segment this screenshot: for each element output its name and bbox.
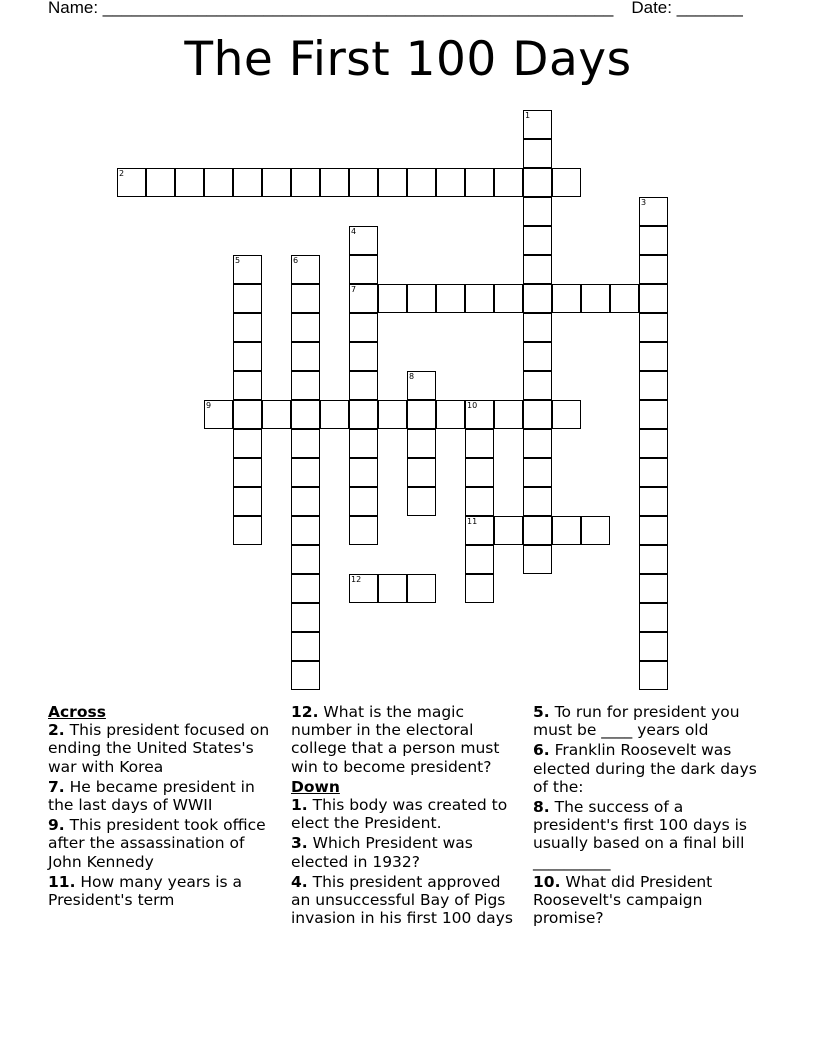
crossword-cell <box>291 458 320 487</box>
crossword-cell <box>378 400 407 429</box>
clue-down-6: 6. Franklin Roosevelt was elected during the dark days of the: <box>533 741 757 796</box>
crossword-cell <box>639 429 668 458</box>
crossword-cell <box>117 168 146 197</box>
crossword-cell <box>291 545 320 574</box>
name-label: Name: ______________________________________________________ <box>48 0 614 17</box>
crossword-cell <box>291 371 320 400</box>
crossword-cell <box>639 342 668 371</box>
crossword-cell <box>407 371 436 400</box>
crossword-cell <box>407 458 436 487</box>
crossword-cell <box>581 284 610 313</box>
crossword-cell <box>291 168 320 197</box>
crossword-cell <box>523 429 552 458</box>
crossword-cell <box>291 487 320 516</box>
crossword-cell <box>349 458 378 487</box>
cell-number: 5 <box>235 256 241 265</box>
clues-column-3 <box>533 703 769 929</box>
clue-down-8: 8. The success of a president's first 100 days is usually based on a final bill __________ <box>533 798 747 871</box>
clue-down-10: 10. What did President Roosevelt's campaign promise? <box>533 872 713 928</box>
crossword-cell <box>436 284 465 313</box>
crossword-cell <box>204 400 233 429</box>
crossword-cell <box>639 458 668 487</box>
cell-number: 2 <box>119 169 125 178</box>
crossword-cell <box>291 516 320 545</box>
clue-down-5: 5. To run for president you must be ____ years old <box>533 703 740 740</box>
crossword-cell <box>552 168 581 197</box>
crossword-cell <box>349 487 378 516</box>
clue-across-11: 11. How many years is a President's term <box>48 872 243 910</box>
crossword-cell <box>523 255 552 284</box>
cell-number: 11 <box>467 517 478 526</box>
crossword-cell <box>407 429 436 458</box>
crossword-cell <box>610 284 639 313</box>
crossword-cell <box>262 168 291 197</box>
crossword-cell <box>233 313 262 342</box>
cell-number: 9 <box>206 401 212 410</box>
crossword-cell <box>349 429 378 458</box>
date-label: Date: _______ <box>631 0 743 17</box>
crossword-cell <box>523 168 552 197</box>
crossword-cell <box>639 400 668 429</box>
across-heading: Across <box>48 703 106 721</box>
crossword-cell <box>523 487 552 516</box>
crossword-cell <box>465 545 494 574</box>
crossword-cell <box>465 429 494 458</box>
crossword-cell <box>465 400 494 429</box>
crossword-cell <box>639 487 668 516</box>
crossword-cell <box>436 168 465 197</box>
clue-down-3: 3. Which President was elected in 1932? <box>291 834 473 871</box>
crossword-cell <box>349 516 378 545</box>
crossword-cell <box>291 603 320 632</box>
crossword-cell <box>233 429 262 458</box>
crossword-cell <box>378 168 407 197</box>
crossword-cell <box>262 400 291 429</box>
crossword-cell <box>523 226 552 255</box>
crossword-cell <box>639 516 668 545</box>
crossword-cell <box>465 284 494 313</box>
clue-down-4: 4. This president approved an unsuccessful Bay of Pigs invasion in his first 100 days <box>291 872 513 928</box>
clues-column-1 <box>48 703 270 911</box>
crossword-cell <box>291 429 320 458</box>
crossword-cell <box>639 226 668 255</box>
crossword-cell <box>639 255 668 284</box>
crossword-cell <box>378 574 407 603</box>
crossword-cell <box>465 574 494 603</box>
crossword-cell <box>291 284 320 313</box>
crossword-cell <box>465 458 494 487</box>
crossword-cell <box>465 168 494 197</box>
crossword-cell <box>494 516 523 545</box>
crossword-cell <box>639 371 668 400</box>
crossword-cell <box>552 400 581 429</box>
crossword-cell <box>233 371 262 400</box>
crossword-cell <box>291 632 320 661</box>
cell-number: 8 <box>409 372 415 381</box>
crossword-cell <box>523 313 552 342</box>
crossword-cell <box>523 342 552 371</box>
crossword-cell <box>523 284 552 313</box>
cell-number: 7 <box>351 285 357 294</box>
crossword-cell <box>291 313 320 342</box>
crossword-cell <box>639 603 668 632</box>
crossword-cell <box>639 197 668 226</box>
crossword-cell <box>146 168 175 197</box>
crossword-cell <box>494 400 523 429</box>
crossword-cell <box>349 226 378 255</box>
clue-down-1: 1. This body was created to elect the President. <box>291 796 508 833</box>
crossword-cell <box>349 255 378 284</box>
crossword-cell <box>639 661 668 690</box>
crossword-cell <box>291 661 320 690</box>
crossword-cell <box>639 574 668 603</box>
crossword-cell <box>523 516 552 545</box>
crossword-cell <box>233 342 262 371</box>
crossword-cell <box>494 284 523 313</box>
crossword-cell <box>523 458 552 487</box>
crossword-cell <box>349 371 378 400</box>
clue-across-12: 12. What is the magic number in the electoral college that a person must win to become president? <box>291 703 500 776</box>
crossword-cell <box>552 284 581 313</box>
crossword-cell <box>233 400 262 429</box>
clue-across-7: 7. He became president in the last days of WWII <box>48 777 255 815</box>
crossword-cell <box>523 139 552 168</box>
crossword-cell <box>407 574 436 603</box>
crossword-cell <box>320 400 349 429</box>
cell-number: 10 <box>467 401 478 410</box>
crossword-cell <box>233 255 262 284</box>
crossword-cell <box>291 574 320 603</box>
crossword-cell <box>204 168 233 197</box>
crossword-cell <box>378 284 407 313</box>
crossword-cell <box>233 168 262 197</box>
clue-across-9: 9. This president took office after the assassination of John Kennedy <box>48 816 266 871</box>
crossword-cell <box>349 284 378 313</box>
crossword-cell <box>349 168 378 197</box>
cell-number: 3 <box>641 198 647 207</box>
crossword-cell <box>523 110 552 139</box>
crossword-cell <box>407 284 436 313</box>
crossword-cell <box>436 400 465 429</box>
crossword-cell <box>349 313 378 342</box>
crossword-cell <box>407 400 436 429</box>
crossword-cell <box>233 284 262 313</box>
crossword-cell <box>320 168 349 197</box>
page-title: The First 100 Days <box>184 32 632 87</box>
crossword-cell <box>523 400 552 429</box>
crossword-cell <box>175 168 204 197</box>
crossword-cell <box>407 487 436 516</box>
crossword-cell <box>349 342 378 371</box>
crossword-cell <box>639 545 668 574</box>
crossword-cell <box>523 197 552 226</box>
crossword-cell <box>494 168 523 197</box>
crossword-cell <box>465 516 494 545</box>
crossword-cell <box>523 545 552 574</box>
crossword-cell <box>349 400 378 429</box>
crossword-cell <box>349 574 378 603</box>
crossword-cell <box>552 516 581 545</box>
crossword-cell <box>639 632 668 661</box>
cell-number: 4 <box>351 227 357 236</box>
crossword-cell <box>523 371 552 400</box>
crossword-cell <box>233 458 262 487</box>
crossword-cell <box>291 400 320 429</box>
crossword-cell <box>465 487 494 516</box>
cell-number: 12 <box>351 575 362 584</box>
crossword-cell <box>639 284 668 313</box>
clue-across-2: 2. This president focused on ending the United States's war with Korea <box>48 721 270 776</box>
crossword-cell <box>639 313 668 342</box>
crossword-cell <box>407 168 436 197</box>
down-heading: Down <box>291 777 340 796</box>
crossword-cell <box>233 487 262 516</box>
cell-number: 6 <box>293 256 299 265</box>
cell-number: 1 <box>525 111 531 120</box>
crossword-cell <box>233 516 262 545</box>
crossword-cell <box>291 342 320 371</box>
crossword-cell <box>581 516 610 545</box>
clues-column-2 <box>291 703 513 929</box>
crossword-cell <box>291 255 320 284</box>
